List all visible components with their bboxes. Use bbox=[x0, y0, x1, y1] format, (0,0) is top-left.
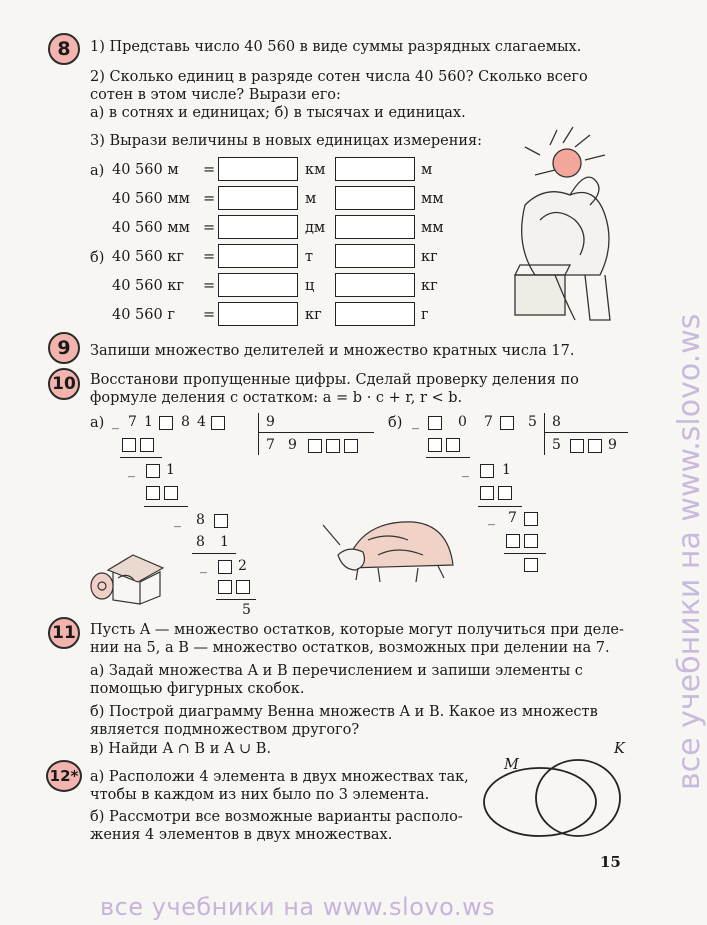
division-a-label: а) bbox=[90, 415, 105, 431]
digit-box[interactable] bbox=[146, 486, 160, 500]
digit-box[interactable] bbox=[218, 580, 232, 594]
digit-box[interactable] bbox=[236, 580, 250, 594]
answer-box[interactable] bbox=[218, 186, 298, 210]
task-9-badge: 9 bbox=[48, 332, 80, 364]
task-8-q2-line2: сотен в этом числе? Вырази его: bbox=[90, 87, 341, 103]
conversion-label-a: а) bbox=[90, 163, 105, 179]
digit-box[interactable] bbox=[218, 560, 232, 574]
digit-box[interactable] bbox=[588, 439, 602, 453]
digit-box[interactable] bbox=[506, 534, 520, 548]
page-number: 15 bbox=[600, 853, 621, 871]
answer-box[interactable] bbox=[335, 273, 415, 297]
answer-box[interactable] bbox=[335, 244, 415, 268]
task-11-line4: помощью фигурных скобок. bbox=[90, 681, 305, 697]
digit-box[interactable] bbox=[428, 438, 442, 452]
task-8-q2-line3: а) в сотнях и единицах; б) в тысячах и единицах. bbox=[90, 105, 466, 121]
digit-box[interactable] bbox=[498, 486, 512, 500]
answer-box[interactable] bbox=[218, 215, 298, 239]
task-10-badge: 10 bbox=[48, 368, 80, 400]
digit-box[interactable] bbox=[500, 416, 514, 430]
digit-box[interactable] bbox=[524, 558, 538, 572]
task-11-line6: является подмножеством другого? bbox=[90, 722, 360, 738]
task-11-line5: б) Построй диаграмму Венна множеств A и B. Какое из множеств bbox=[90, 704, 598, 720]
digit-box[interactable] bbox=[326, 439, 340, 453]
task-8-q1: 1) Представь число 40 560 в виде суммы разрядных слагаемых. bbox=[90, 39, 582, 55]
answer-box[interactable] bbox=[335, 157, 415, 181]
conversion-label-b: б) bbox=[90, 250, 105, 266]
task-11-badge: 11 bbox=[48, 617, 80, 649]
doghouse-illustration bbox=[88, 550, 168, 608]
task-8-q2-line1: 2) Сколько единиц в разряде сотен числа 40 560? Сколько всего bbox=[90, 69, 588, 85]
digit-box[interactable] bbox=[122, 438, 136, 452]
digit-box[interactable] bbox=[140, 438, 154, 452]
task-12-line3: б) Рассмотри все возможные варианты располо- bbox=[90, 809, 463, 825]
answer-box[interactable] bbox=[218, 157, 298, 181]
digit-box[interactable] bbox=[480, 464, 494, 478]
task-10-line1: Восстанови пропущенные цифры. Сделай проверку деления по bbox=[90, 372, 579, 388]
division-b-label: б) bbox=[388, 415, 403, 431]
strongman-illustration bbox=[495, 125, 635, 335]
answer-box[interactable] bbox=[218, 302, 298, 326]
digit-box[interactable] bbox=[164, 486, 178, 500]
venn-label-m: M bbox=[504, 757, 519, 773]
task-12-line4: жения 4 элементов в двух множествах. bbox=[90, 827, 393, 843]
digit-box[interactable] bbox=[428, 416, 442, 430]
digit-box[interactable] bbox=[344, 439, 358, 453]
answer-box[interactable] bbox=[335, 215, 415, 239]
task-11-line1: Пусть A — множество остатков, которые могут получиться при деле- bbox=[90, 622, 624, 638]
answer-box[interactable] bbox=[335, 186, 415, 210]
task-12-line2: чтобы в каждом из них было по 3 элемента. bbox=[90, 787, 430, 803]
digit-box[interactable] bbox=[446, 438, 460, 452]
answer-box[interactable] bbox=[218, 244, 298, 268]
digit-box[interactable] bbox=[159, 416, 173, 430]
digit-box[interactable] bbox=[524, 512, 538, 526]
digit-box[interactable] bbox=[480, 486, 494, 500]
digit-box[interactable] bbox=[214, 514, 228, 528]
digit-box[interactable] bbox=[146, 464, 160, 478]
answer-box[interactable] bbox=[218, 273, 298, 297]
answer-box[interactable] bbox=[335, 302, 415, 326]
task-11-line2: нии на 5, а B — множество остатков, возможных при делении на 7. bbox=[90, 640, 610, 656]
task-9-text: Запиши множество делителей и множество кратных числа 17. bbox=[90, 343, 575, 359]
digit-box[interactable] bbox=[308, 439, 322, 453]
task-10-line2: формуле деления с остатком: a = b · c + r, r < b. bbox=[90, 390, 463, 406]
venn-label-k: K bbox=[614, 741, 625, 757]
digit-box[interactable] bbox=[211, 416, 225, 430]
task-8-badge: 8 bbox=[48, 33, 80, 65]
digit-box[interactable] bbox=[570, 439, 584, 453]
side-watermark: все учебники на www.slovo.ws bbox=[672, 313, 707, 790]
turtle-illustration bbox=[318, 510, 458, 590]
bottom-watermark: все учебники на www.slovo.ws bbox=[100, 893, 496, 921]
task-8-q3: 3) Вырази величины в новых единицах измерения: bbox=[90, 133, 483, 149]
task-11-line3: а) Задай множества A и B перечислением и запиши элементы с bbox=[90, 663, 583, 679]
task-12-badge: 12* bbox=[46, 760, 82, 792]
task-12-line1: а) Расположи 4 элемента в двух множествах так, bbox=[90, 769, 469, 785]
task-11-line7: в) Найди A ∩ B и A ∪ B. bbox=[90, 741, 272, 757]
digit-box[interactable] bbox=[524, 534, 538, 548]
